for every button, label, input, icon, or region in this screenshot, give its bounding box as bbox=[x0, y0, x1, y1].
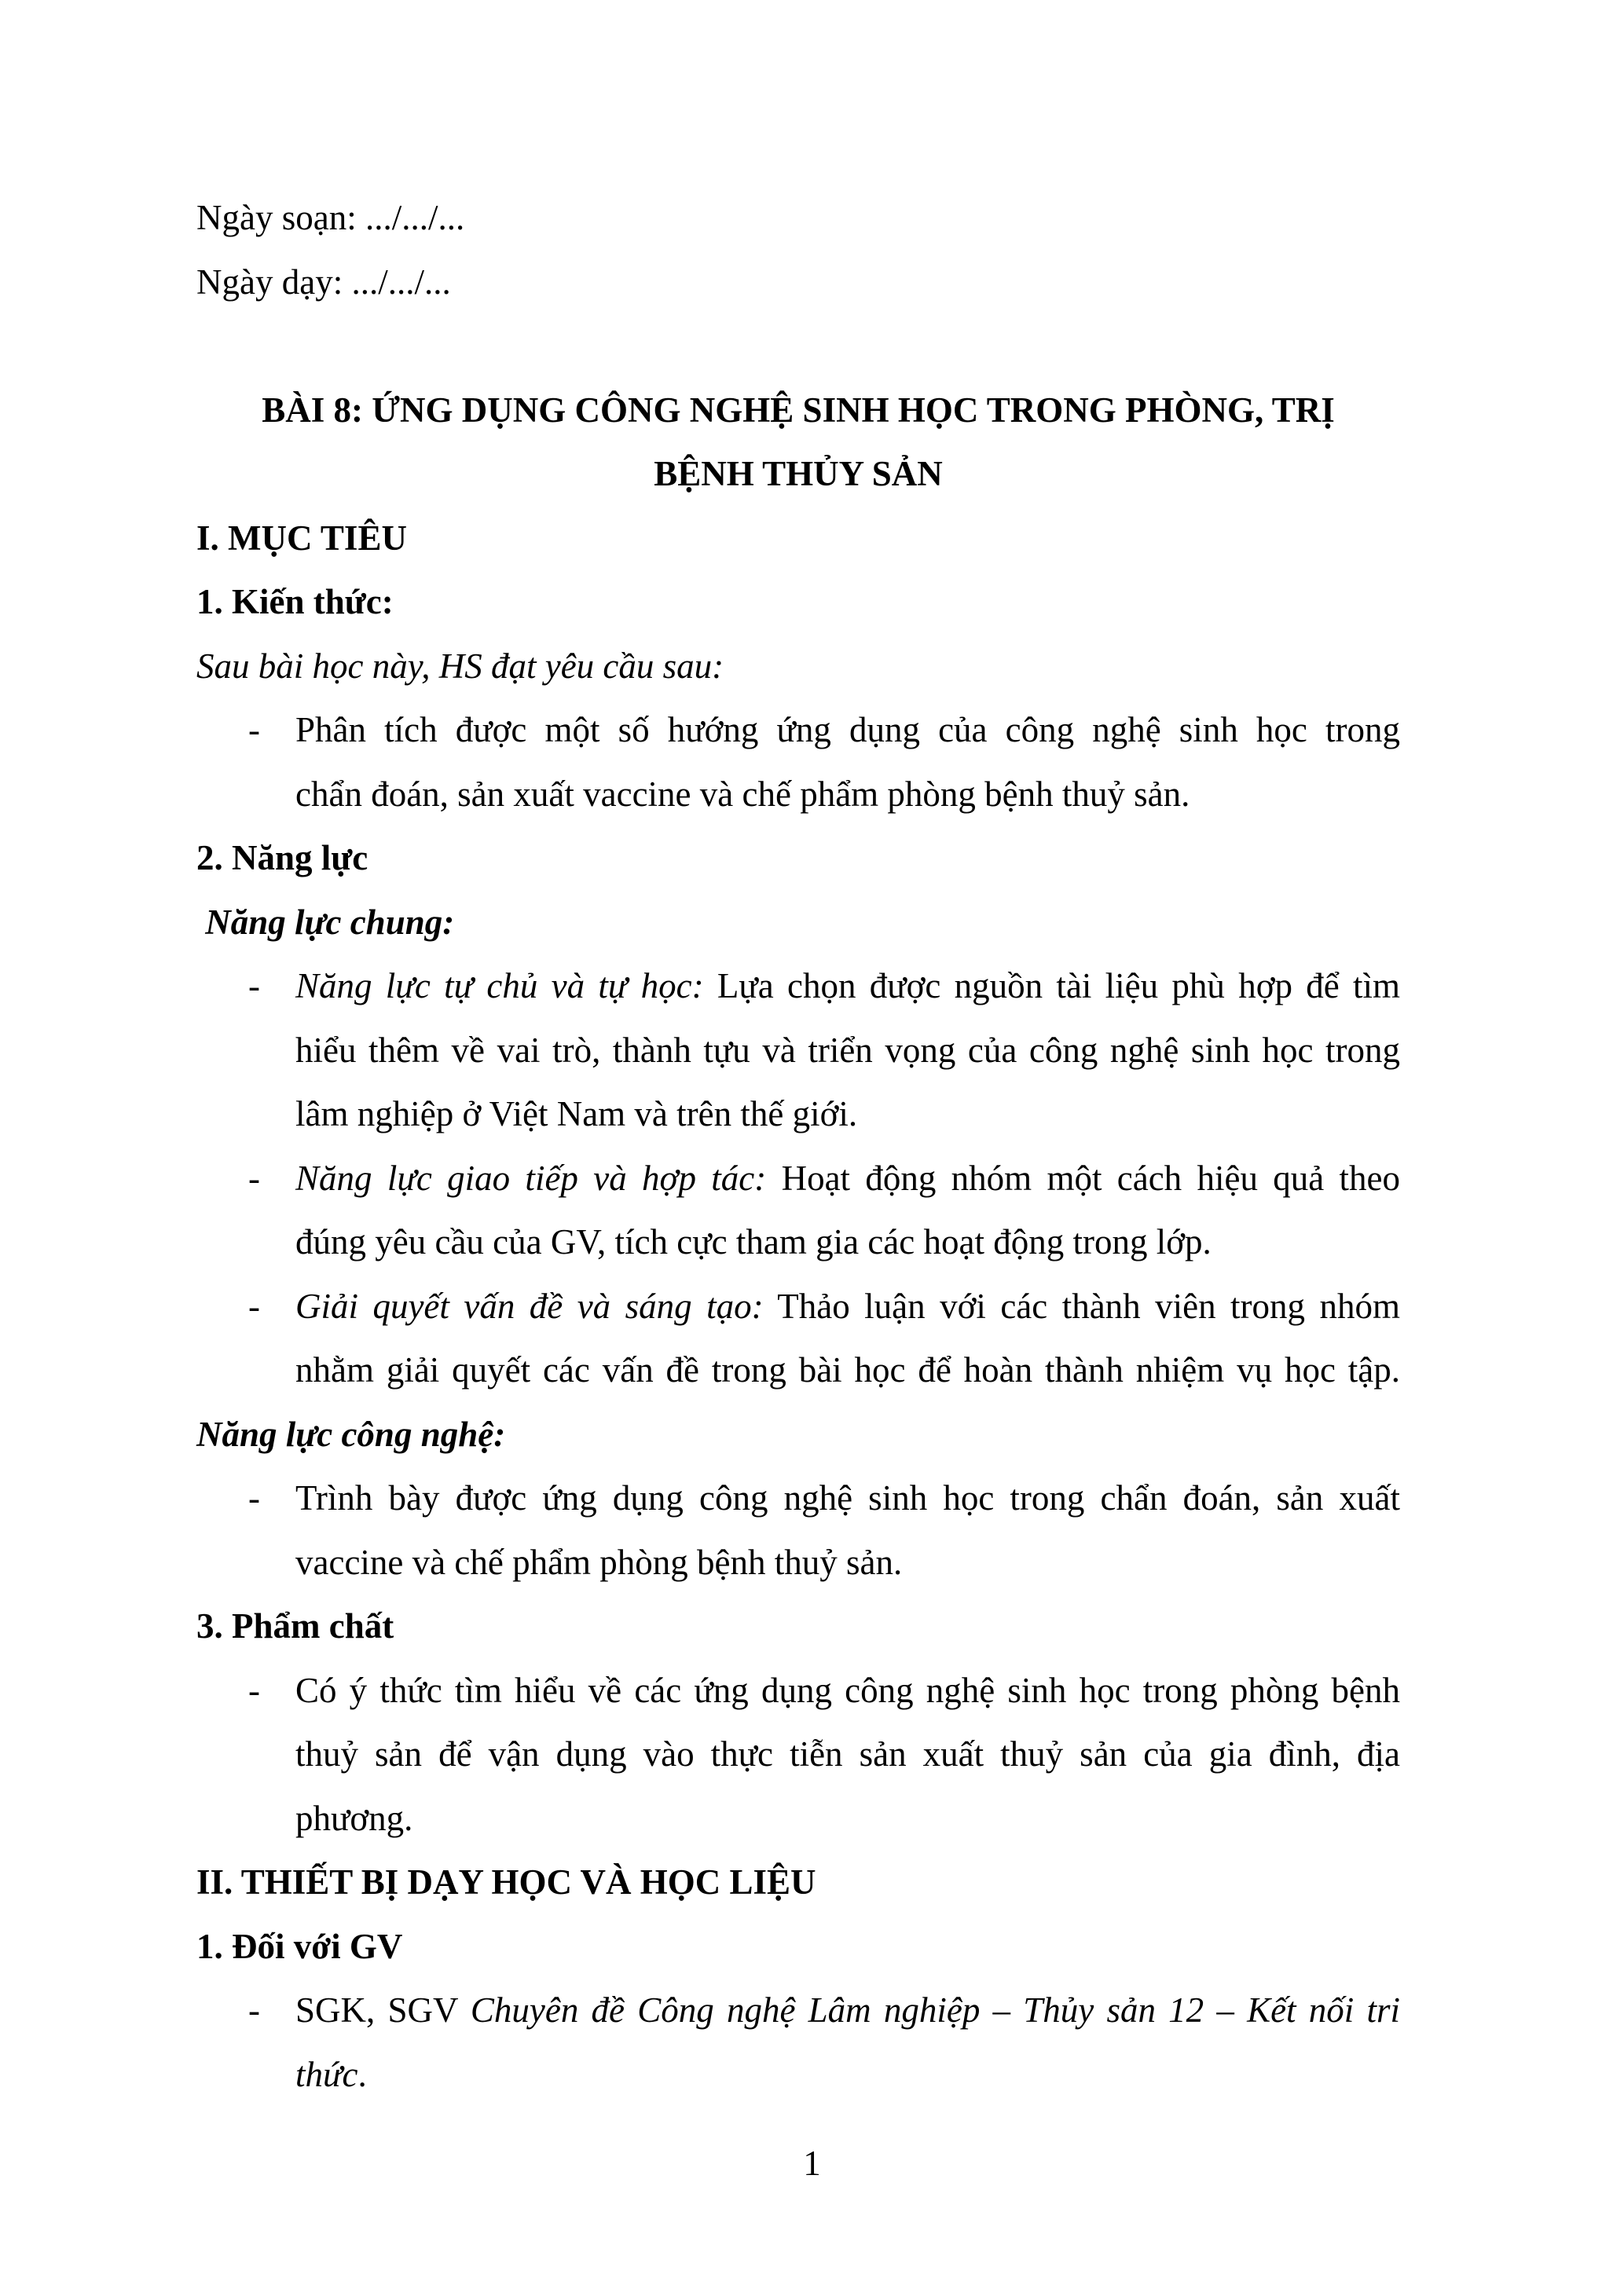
page-number: 1 bbox=[803, 2144, 821, 2183]
bullet-continuation bbox=[196, 1019, 1400, 1083]
bullet-dash: - bbox=[248, 710, 260, 749]
text: Trình bày được ứng dụng công nghệ sinh học trong chẩn đoán, sản xuất bbox=[295, 1478, 1400, 1518]
lesson-title-line bbox=[196, 379, 1400, 443]
text: chẩn đoán, sản xuất vaccine và chế phẩm phòng bệnh thuỷ sản. bbox=[295, 774, 1190, 814]
section-heading bbox=[196, 891, 1400, 955]
bullet-continuation bbox=[196, 1787, 1400, 1851]
bullet-dash: - bbox=[248, 1670, 260, 1710]
italic-text: Chuyên đề Công nghệ Lâm nghiệp – Thủy sản 12 – Kết nối tri bbox=[470, 1990, 1400, 2030]
lesson-content bbox=[196, 379, 1400, 2107]
text: I. MỤC TIÊU bbox=[196, 518, 407, 558]
text: 3. Phẩm chất bbox=[196, 1606, 394, 1646]
text: Thảo luận với các thành viên trong nhóm bbox=[763, 1286, 1400, 1326]
bullet-continuation bbox=[196, 1082, 1400, 1147]
section-heading bbox=[196, 570, 1400, 635]
section-heading bbox=[196, 1595, 1400, 1659]
text: 1. Đối với GV bbox=[196, 1926, 403, 1966]
lesson-title-line bbox=[196, 442, 1400, 507]
bullet-continuation bbox=[196, 763, 1400, 827]
bullet-continuation bbox=[196, 2043, 1400, 2107]
text: Lựa chọn được nguồn tài liệu phù hợp để tìm bbox=[703, 966, 1400, 1005]
text: 2. Năng lực bbox=[196, 838, 368, 877]
text: BÀI 8: ỨNG DỤNG CÔNG NGHỆ SINH HỌC TRONG PHÒNG, TRỊ bbox=[262, 390, 1335, 430]
text: Năng lực chung: bbox=[196, 902, 455, 942]
bullet-dash: - bbox=[248, 1478, 260, 1518]
text: SGK, SGV bbox=[295, 1990, 471, 2030]
italic-text: Giải quyết vấn đề và sáng tạo: bbox=[295, 1286, 764, 1326]
section-heading bbox=[196, 507, 1400, 571]
bullet-dash: - bbox=[248, 966, 260, 1005]
italic-text: Năng lực giao tiếp và hợp tác: bbox=[295, 1158, 767, 1198]
text: Hoạt động nhóm một cách hiệu quả theo bbox=[766, 1158, 1400, 1198]
paragraph-line bbox=[196, 635, 1400, 699]
bullet-continuation bbox=[196, 1210, 1400, 1275]
bullet-item bbox=[196, 1147, 1400, 1211]
bullet-continuation bbox=[196, 1338, 1400, 1403]
text: phương. bbox=[295, 1798, 413, 1838]
text: lâm nghiệp ở Việt Nam và trên thế giới. bbox=[295, 1094, 858, 1133]
section-heading bbox=[196, 826, 1400, 891]
bullet-item bbox=[196, 1275, 1400, 1339]
italic-text: Năng lực tự chủ và tự học: bbox=[295, 966, 704, 1005]
bullet-continuation bbox=[196, 1531, 1400, 1595]
text: Năng lực công nghệ: bbox=[196, 1414, 506, 1454]
bullet-dash: - bbox=[248, 1158, 260, 1198]
bullet-item bbox=[196, 1467, 1400, 1531]
text: Phân tích được một số hướng ứng dụng của công nghệ sinh học trong bbox=[295, 710, 1400, 749]
section-heading bbox=[196, 1915, 1400, 1979]
bullet-item bbox=[196, 698, 1400, 763]
text: Có ý thức tìm hiểu về các ứng dụng công nghệ sinh học trong phòng bệnh bbox=[295, 1670, 1400, 1710]
document-body bbox=[196, 186, 1400, 2107]
bullet-item bbox=[196, 954, 1400, 1019]
bullet-continuation bbox=[196, 1723, 1400, 1787]
bullet-item bbox=[196, 1659, 1400, 1723]
date-taught: Ngày dạy: .../.../... bbox=[196, 262, 451, 302]
bullet-dash: - bbox=[248, 1990, 260, 2030]
section-heading bbox=[196, 1403, 1400, 1467]
bullet-item bbox=[196, 1979, 1400, 2043]
text: 1. Kiến thức: bbox=[196, 582, 394, 621]
section-heading bbox=[196, 1851, 1400, 1915]
text: . bbox=[357, 2054, 367, 2094]
text: hiểu thêm về vai trò, thành tựu và triển vọng của công nghệ sinh học trong bbox=[295, 1030, 1400, 1070]
date-prepared: Ngày soạn: .../.../... bbox=[196, 198, 465, 237]
bullet-dash: - bbox=[248, 1286, 260, 1326]
text: nhằm giải quyết các vấn đề trong bài học để hoàn thành nhiệm vụ học tập. bbox=[295, 1350, 1400, 1390]
blank-line bbox=[196, 314, 1400, 379]
text: vaccine và chế phẩm phòng bệnh thuỷ sản. bbox=[295, 1542, 903, 1582]
text: đúng yêu cầu của GV, tích cực tham gia các hoạt động trong lớp. bbox=[295, 1222, 1212, 1262]
text: BỆNH THỦY SẢN bbox=[654, 454, 943, 493]
text: II. THIẾT BỊ DẠY HỌC VÀ HỌC LIỆU bbox=[196, 1862, 816, 1902]
italic-text: thức bbox=[295, 2054, 358, 2094]
text: thuỷ sản để vận dụng vào thực tiễn sản xuất thuỷ sản của gia đình, địa bbox=[295, 1734, 1400, 1774]
text: Sau bài học này, HS đạt yêu cầu sau: bbox=[196, 646, 724, 686]
